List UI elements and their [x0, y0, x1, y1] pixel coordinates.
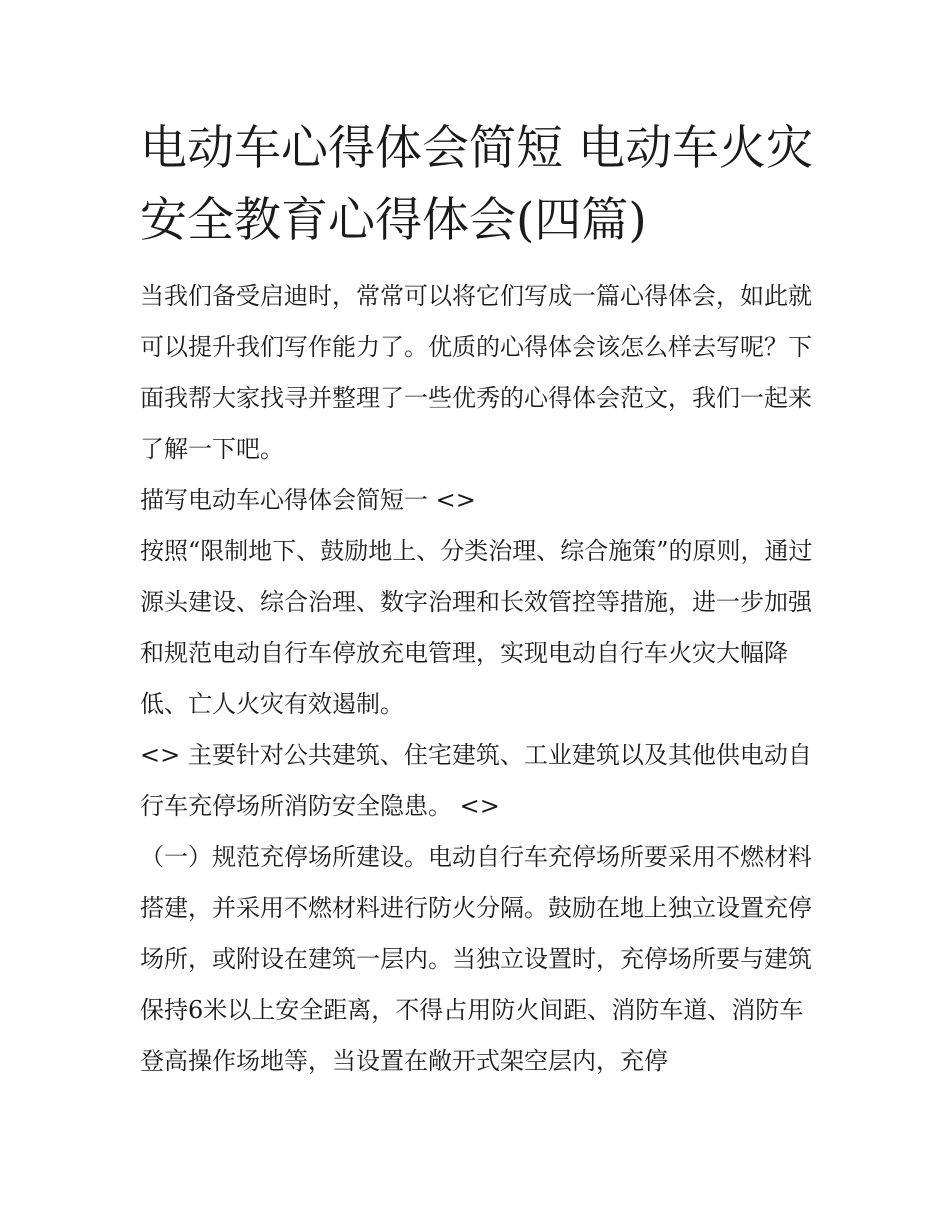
intro-paragraph: 当我们备受启迪时，常常可以将它们写成一篇心得体会，如此就可以提升我们写作能力了。优质的心得体会该怎么样去写呢？下面我帮大家找寻并整理了一些优秀的心得体会范文，我们一起来了解一下吧。: [140, 282, 812, 463]
document-body: [140, 271, 815, 1087]
document-title: 电动车心得体会简短 电动车火灾安全教育心得体会(四篇): [140, 121, 813, 248]
principle-paragraph: 按照“限制地下、鼓励地上、分类治理、综合施策”的原则，通过源头建设、综合治理、数字治理和长效管控等措施，进一步加强和规范电动自行车停放充电管理，实现电动自行车火灾大幅降低、亡人火灾有效遏制。: [140, 537, 813, 718]
construction-paragraph: （一）规范充停场所建设。电动自行车充停场所要采用不燃材料搭建，并采用不燃材料进行防火分隔。鼓励在地上独立设置充停场所，或附设在建筑一层内。当独立设置时，充停场所要与建筑保持6米以上安全距离，不得占用防火间距、消防车道、消防车登高操作场地等，当设置在敞开式架空层内，充停: [140, 843, 812, 1075]
section-heading: 描写电动车心得体会简短一 <>: [140, 486, 476, 514]
scope-paragraph: <> 主要针对公共建筑、住宅建筑、工业建筑以及其他供电动自行车充停场所消防安全隐患。 <>: [140, 741, 812, 820]
